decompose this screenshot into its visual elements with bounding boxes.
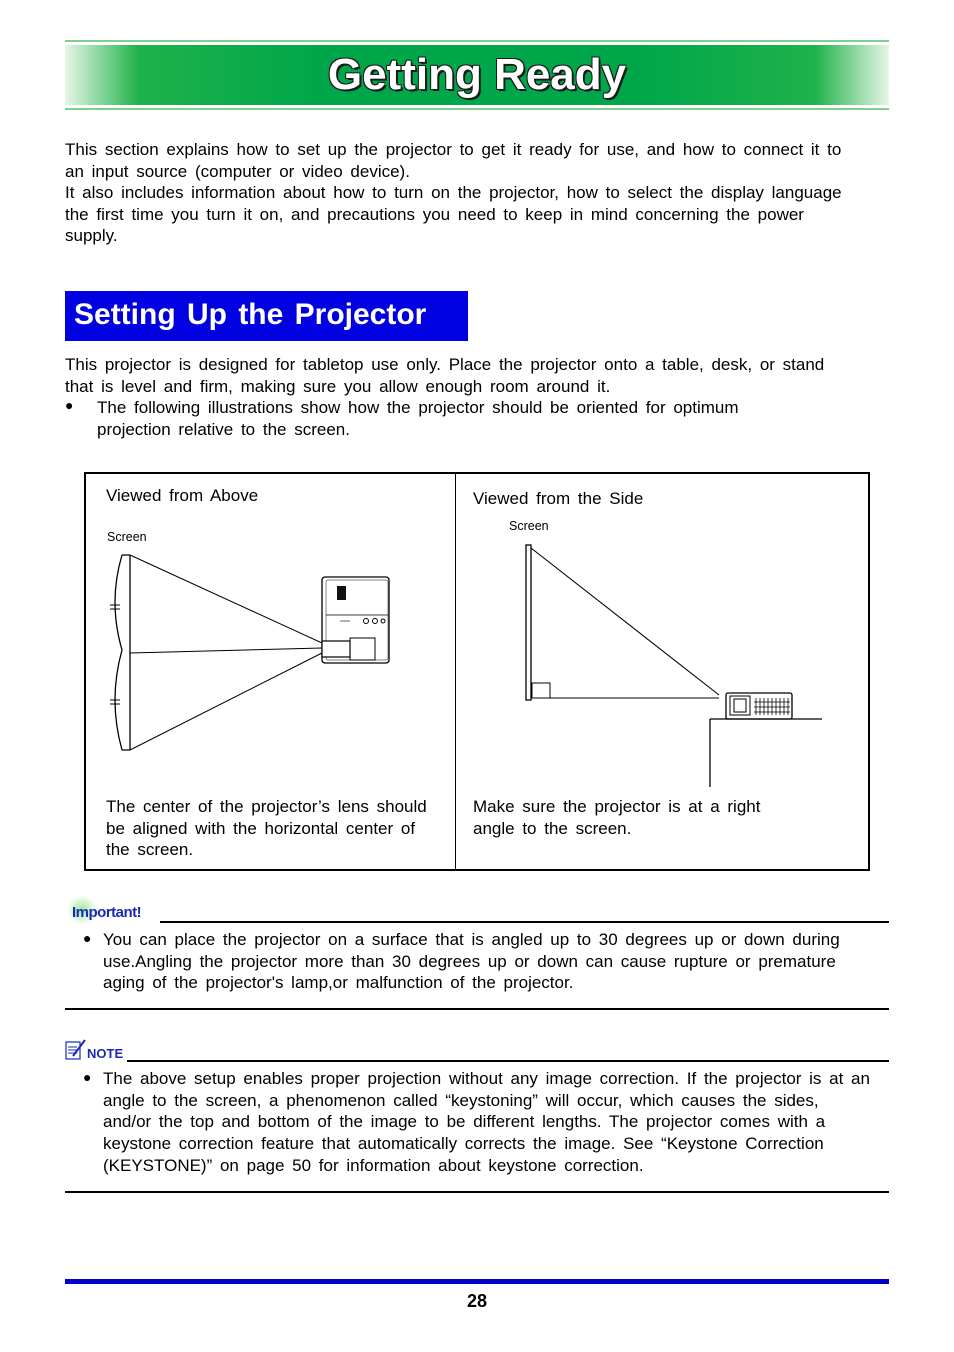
note-rule-bottom	[65, 1191, 889, 1193]
top-view-illustration	[100, 545, 400, 760]
important-label: Important!	[72, 904, 142, 921]
diagram-left-caption: The center of the projector’s lens should be aligned with the horizontal center of the screen.	[106, 797, 427, 860]
section-heading: Setting Up the Projector	[74, 298, 427, 331]
page-number: 28	[466, 1291, 488, 1311]
diagram-right-screen-label: Screen	[509, 519, 549, 533]
side-view-illustration	[520, 535, 830, 790]
page-title: Getting Ready	[327, 50, 627, 99]
bullet-icon: ●	[83, 1069, 92, 1085]
section-paragraph: This projector is designed for tabletop use only. Place the projector onto a table, desk, or stand that is level and firm, making sure you allow enough room around it.	[65, 355, 825, 396]
note-label: NOTE	[87, 1046, 124, 1061]
footer-bar	[65, 1279, 889, 1284]
intro-paragraph-2: It also includes information about how to turn on the projector, how to select the display language the first time you turn it on, and precautions you need to keep in mind concerning the power supply.	[65, 183, 842, 246]
note-rule-top	[127, 1060, 889, 1062]
diagram-right-caption: Make sure the projector is at a right angle to the screen.	[473, 797, 761, 838]
section-bullet: The following illustrations show how the projector should be oriented for optimum projection relative to the screen.	[97, 398, 739, 439]
diagram-divider	[455, 472, 456, 871]
intro-paragraph-1: This section explains how to set up the projector to get it ready for use, and how to connect it to an input source (computer or video device).	[65, 140, 842, 181]
diagram-left-screen-label: Screen	[107, 530, 147, 544]
note-bullet: The above setup enables proper projection without any image correction. If the projector is at an angle to the screen, a phenomenon called “keystoning” will occur, which causes the sides, and/or the top and bottom of the image to be different lengths. The projector comes with a keystone correction feature that automatically corrects the image. See “Keystone Correction (KEYSTONE)” on page 50 for information about keystone correction.	[103, 1069, 870, 1175]
important-rule-bottom	[65, 1008, 889, 1010]
bullet-icon: ●	[83, 930, 92, 946]
important-rule-top	[160, 921, 889, 923]
important-bullet: You can place the projector on a surface that is angled up to 30 degrees up or down during use.Angling the projector more than 30 degrees up or down can cause rupture or premature aging of the projector's lamp,or malfunction of the projector.	[103, 930, 840, 993]
bullet-icon: ●	[65, 397, 74, 413]
note-pencil-icon	[65, 1038, 87, 1062]
diagram-right-heading: Viewed from the Side	[473, 489, 644, 508]
diagram-left-heading: Viewed from Above	[106, 486, 259, 505]
